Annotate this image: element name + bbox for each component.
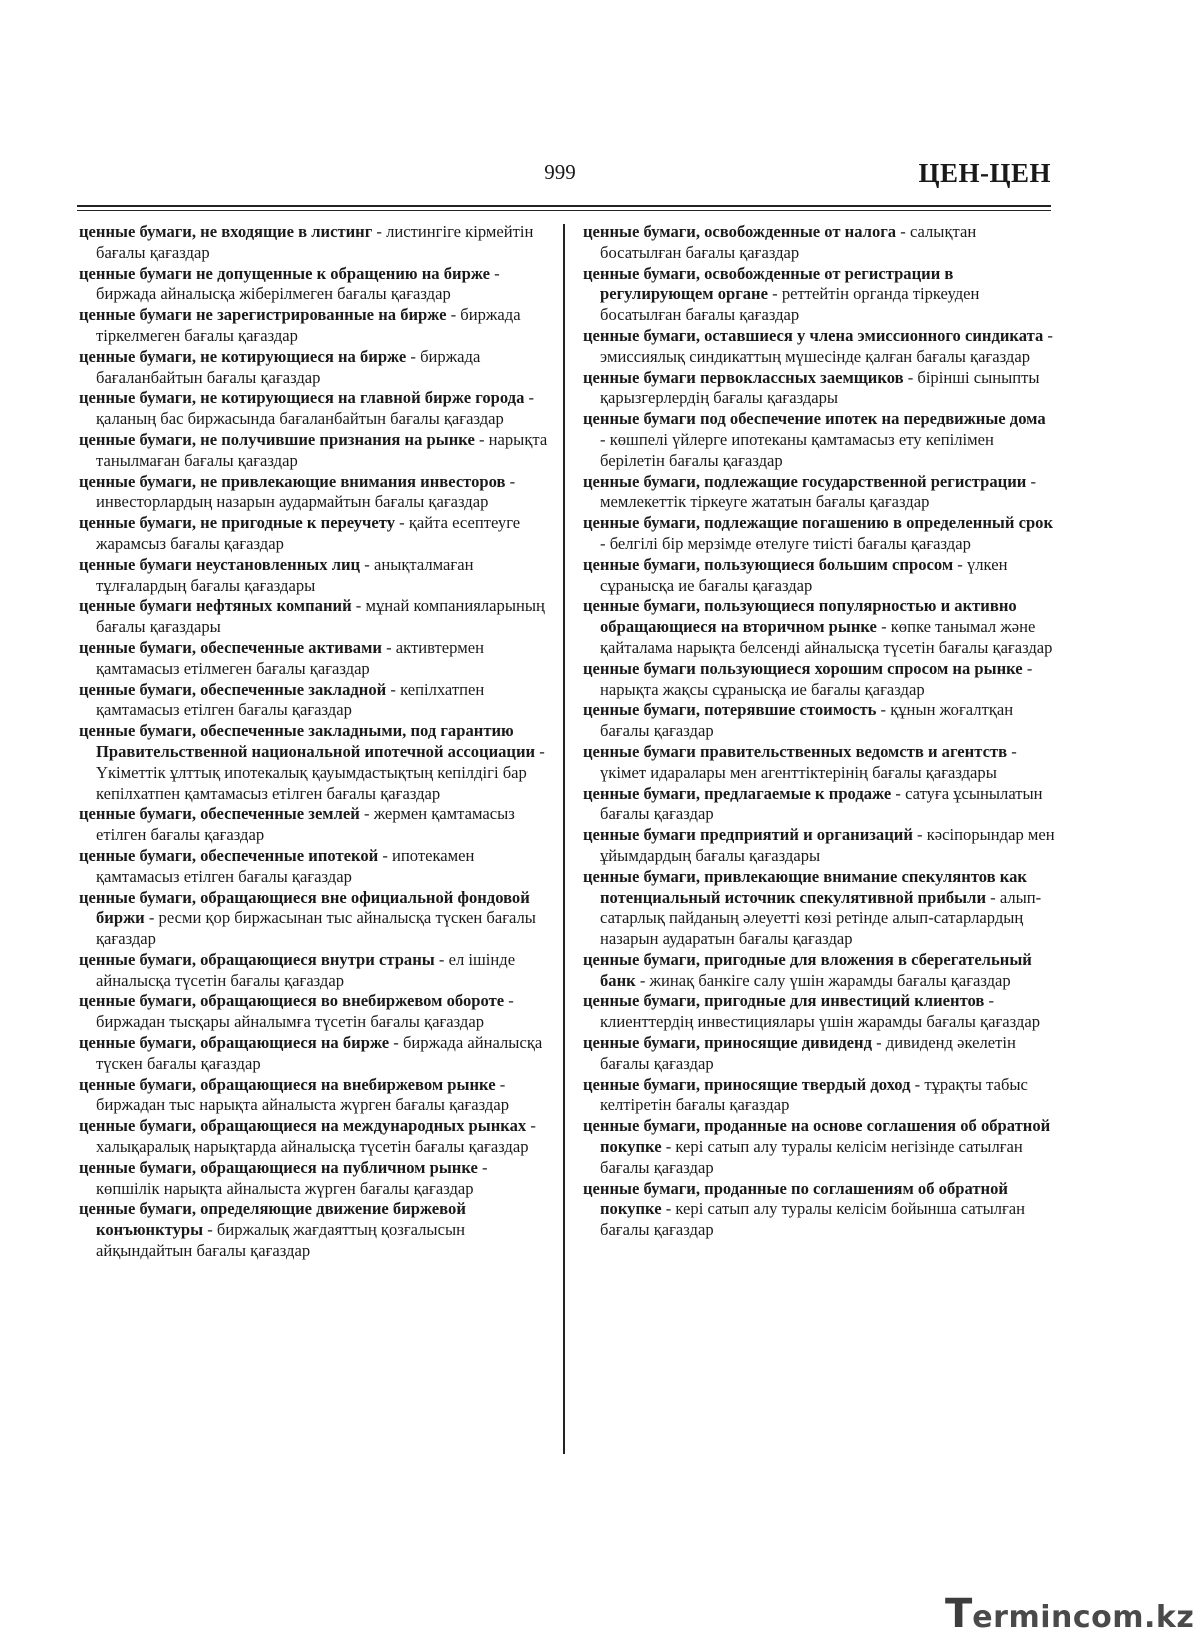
entry-definition: кері сатып алу туралы келісім негізінде сатылған бағалы қағаздар [600, 1137, 1023, 1177]
entry-term: ценные бумаги нефтяных компаний [79, 596, 352, 616]
entry-definition: көшпелі үйлерге ипотеканы қамтамасыз ету кепілімен берілетін бағалы қағаздар [600, 429, 994, 470]
column-divider [563, 224, 565, 1454]
entry-term: ценные бумаги, обращающиеся внутри страны [79, 949, 435, 969]
entry-separator: - [360, 554, 374, 574]
entry-definition: биржадан тыс нарықта айналыста жүрген бағалы қағаздар [96, 1095, 510, 1115]
dictionary-entry [79, 472, 551, 514]
entry-separator: - [378, 845, 393, 865]
entry-term: ценные бумаги под обеспечение ипотек на передвижные дома [583, 409, 1046, 429]
entry-definition: активтермен қамтамасыз етілмеген бағалы қағаздар [96, 637, 484, 678]
entry-definition: инвесторлардың назарын аудармайтын бағалы қағаздар [96, 492, 489, 512]
entry-term: ценные бумаги пользующиеся хорошим спросом на рынке [583, 658, 1023, 678]
entry-separator: - [986, 887, 1000, 907]
entry-separator: - [896, 222, 910, 241]
entry-definition: реттейтін органда тіркеуден босатылған бағалы қағаздар [600, 284, 980, 325]
entry-term: ценные бумаги первоклассных заемщиков [583, 367, 904, 387]
entry-separator: - [372, 222, 387, 241]
entry-separator: - [1043, 325, 1053, 345]
dictionary-entry [79, 305, 551, 347]
entry-separator: - [351, 596, 366, 616]
entry-term: ценные бумаги, оставшиеся у члена эмиссионного синдиката [583, 325, 1044, 345]
dictionary-entry [79, 680, 551, 722]
dictionary-entry [583, 1116, 1055, 1178]
dictionary-entry [79, 222, 551, 264]
entry-term: ценные бумаги, приносящие твердый доход [583, 1074, 911, 1094]
entry-separator: - [903, 367, 918, 387]
entry-definition: құнын жоғалтқан бағалы қағаздар [600, 700, 1014, 741]
entry-term: ценные бумаги, не получившие признания на рынке [79, 429, 475, 449]
dictionary-entry [79, 1199, 551, 1261]
entry-definition: клиенттердің инвестициялары үшін жарамды бағалы қағаздар [600, 1012, 1041, 1032]
entry-separator: - [495, 1074, 506, 1094]
entry-term: ценные бумаги, привлекающие внимание спекулянтов как потенциальный источник спекулятивной прибыли [583, 866, 1027, 907]
entry-definition: анықталмаған тұлғалардың бағалы қағаздары [96, 554, 474, 595]
entry-term: ценные бумаги, обращающиеся на публичном рынке [79, 1157, 478, 1177]
dictionary-entry [79, 888, 551, 950]
entry-definition: биржада тіркелмеген бағалы қағаздар [96, 305, 521, 345]
entry-term: ценные бумаги, не привлекающие внимания инвесторов [79, 471, 506, 491]
entry-definition: биржада айналысқа жіберілмеген бағалы қағаздар [96, 284, 451, 304]
dictionary-entry [583, 472, 1055, 514]
dictionary-entry [583, 700, 1055, 742]
entry-definition: белгілі бір мерзімде өтелуге тиісті бағалы қағаздар [609, 533, 971, 553]
entry-separator: - [406, 346, 421, 366]
entry-separator: - [871, 1033, 886, 1053]
entry-separator: - [144, 908, 159, 928]
entry-definition: биржада бағаланбайтын бағалы қағаздар [96, 346, 481, 387]
dictionary-entry [79, 388, 551, 430]
entry-definition: кәсіпорындар мен ұйымдардың бағалы қағаздары [600, 825, 1055, 865]
entry-term: ценные бумаги, освобожденные от регистрации в регулирующем органе [583, 263, 954, 304]
dictionary-entry [583, 991, 1055, 1033]
entry-term: ценные бумаги, обращающиеся на бирже [79, 1033, 390, 1053]
dictionary-entry [583, 784, 1055, 826]
entry-term: ценные бумаги, обеспеченные активами [79, 637, 382, 657]
right-column [583, 222, 1055, 1241]
entry-separator: - [434, 949, 449, 969]
entry-definition: ипотекамен қамтамасыз етілген бағалы қағаздар [96, 845, 475, 886]
entry-definition: кері сатып алу туралы келісім бойынша сатылған бағалы қағаздар [600, 1199, 1026, 1240]
entry-term: ценные бумаги, обращающиеся на международных рынках [79, 1116, 527, 1136]
dictionary-entry [79, 513, 551, 555]
entry-term: ценные бумаги предприятий и организаций [583, 825, 913, 845]
entry-term: ценные бумаги, обеспеченные закладной [79, 679, 387, 699]
entry-definition: алып-сатарлық пайданың әлеуетті көзі ретінде алып-сатарлардың назарын аударатын бағалы қағаздар [600, 887, 1042, 949]
entry-separator: - [504, 991, 514, 1011]
entry-separator: - [767, 284, 782, 304]
dictionary-entry [583, 1075, 1055, 1117]
entry-term: ценные бумаги, пригодные для вложения в сберегательный банк [583, 949, 1032, 990]
entry-term: ценные бумаги, освобожденные от налога [583, 222, 897, 241]
left-column [79, 222, 551, 1262]
entry-separator: - [526, 1116, 536, 1136]
entry-definition: дивиденд әкелетін бағалы қағаздар [600, 1033, 1016, 1073]
entry-term: ценные бумаги не допущенные к обращению на бирже [79, 263, 491, 283]
entry-separator: - [984, 991, 995, 1011]
entry-separator: - [910, 1074, 925, 1094]
dictionary-entry [79, 721, 551, 804]
entry-definition: эмиссиялық синдикаттың мүшесінде қалған бағалы қағаздар [600, 346, 1030, 366]
dictionary-entry [583, 409, 1055, 471]
dictionary-entry [583, 742, 1055, 784]
entry-definition: нарықта танылмаған бағалы қағаздар [96, 429, 548, 470]
dictionary-entry [583, 867, 1055, 950]
dictionary-entry [79, 1158, 551, 1200]
entry-separator: - [386, 679, 401, 699]
entry-term: ценные бумаги не зарегистрированные на бирже [79, 305, 447, 325]
dictionary-entry [583, 555, 1055, 597]
dictionary-entry [79, 638, 551, 680]
entry-separator: - [635, 970, 650, 990]
entry-definition: үлкен сұранысқа ие бағалы қағаздар [600, 554, 1008, 595]
dictionary-entry [79, 430, 551, 472]
entry-separator: - [912, 825, 927, 845]
entry-term: ценные бумаги, обращающиеся вне официальной фондовой биржи [79, 887, 530, 928]
entry-term: ценные бумаги, предлагаемые к продаже [583, 783, 892, 803]
entry-term: ценные бумаги, подлежащие государственной регистрации [583, 471, 1027, 491]
dictionary-entry [583, 222, 1055, 264]
running-head: ЦЕН-ЦЕН [918, 158, 1051, 188]
entry-definition: Үкіметтік ұлттық ипотекалық қауымдастықтың кепілдігі бар кепілхатпен қамтамасыз етілген бағалы қағаздар [96, 762, 527, 803]
entry-term: ценные бумаги, не входящие в листинг [79, 222, 373, 241]
dictionary-entry [79, 347, 551, 389]
entry-separator: - [474, 429, 489, 449]
dictionary-entry [583, 264, 1055, 326]
entry-definition: қаланың бас биржасында бағаланбайтын бағалы қағаздар [96, 409, 504, 429]
dictionary-entry [79, 804, 551, 846]
dictionary-entry [79, 1075, 551, 1117]
dictionary-entry [79, 1116, 551, 1158]
entry-separator: - [381, 637, 396, 657]
entry-separator: - [490, 263, 500, 283]
entry-term: ценные бумаги, приносящие дивиденд [583, 1033, 872, 1053]
entry-separator: - [891, 783, 906, 803]
entry-term: ценные бумаги неустановленных лиц [79, 554, 361, 574]
entry-term: ценные бумаги правительственных ведомств и агентств [583, 741, 1008, 761]
entry-definition: бірінші сыныпты қарызгерлердің бағалы қағаздары [600, 367, 1040, 408]
entry-term: ценные бумаги, пользующиеся популярностью и активно обращающиеся на вторичном рынке [583, 596, 1017, 637]
entry-definition: биржадан тысқары айналымға түсетін бағалы қағаздар [96, 1012, 484, 1032]
entry-term: ценные бумаги, пользующиеся большим спросом [583, 554, 954, 574]
entry-separator: - [600, 533, 610, 553]
entry-separator: - [395, 513, 409, 533]
entry-definition: сатуға ұсынылатын бағалы қағаздар [600, 783, 1043, 824]
entry-separator: - [1026, 471, 1037, 491]
entry-term: ценные бумаги, обращающиеся во внебиржевом обороте [79, 991, 505, 1011]
entry-definition: тұрақты табыс келтіретін бағалы қағаздар [600, 1074, 1028, 1115]
entry-separator: - [446, 305, 461, 325]
entry-term: ценные бумаги, проданные на основе соглашения об обратной покупке [583, 1116, 1051, 1157]
dictionary-entry [79, 1033, 551, 1075]
entry-term: ценные бумаги, обращающиеся на внебиржевом рынке [79, 1074, 496, 1094]
entry-definition: нарықта жақсы сұранысқа ие бағалы қағаздар [600, 679, 925, 699]
entry-term: ценные бумаги, потерявшие стоимость [583, 700, 877, 720]
entry-separator: - [953, 554, 967, 574]
entry-separator: - [203, 1220, 217, 1240]
dictionary-entry [583, 1033, 1055, 1075]
entry-definition: биржалық жағдаяттың қозғалысын айқындайтын бағалы қағаздар [96, 1220, 465, 1261]
entry-separator: - [600, 429, 610, 449]
dictionary-entry [583, 596, 1055, 658]
entry-definition: мұнай компанияларының бағалы қағаздары [96, 596, 545, 637]
entry-separator: - [876, 617, 891, 637]
dictionary-entry [79, 596, 551, 638]
entry-separator: - [876, 700, 891, 720]
entry-separator: - [524, 388, 535, 408]
logo-letter: T [945, 1591, 973, 1637]
entry-term: ценные бумаги, обеспеченные ипотекой [79, 845, 379, 865]
entry-definition: салықтан босатылған бағалы қағаздар [600, 222, 977, 262]
dictionary-entry [583, 326, 1055, 368]
entry-separator: - [1007, 741, 1017, 761]
entry-separator: - [477, 1157, 488, 1177]
entry-term: ценные бумаги, обеспеченные закладными, под гарантию Правительственной национальной ипотечной ассоциации [79, 721, 536, 761]
header-rule [77, 205, 1051, 207]
header-rule-thin [77, 210, 1051, 211]
entry-separator: - [661, 1199, 676, 1219]
entry-separator: - [535, 741, 545, 761]
entry-definition: ресми қор биржасынан тыс айналысқа түскен бағалы қағаздар [96, 908, 536, 949]
entry-definition: жермен қамтамасыз етілген бағалы қағаздар [96, 804, 515, 845]
entry-term: ценные бумаги, обеспеченные землей [79, 804, 360, 824]
entry-separator: - [359, 804, 374, 824]
entry-definition: қайта есептеуге жарамсыз бағалы қағаздар [96, 513, 521, 553]
entry-term: ценные бумаги, пригодные для инвестиций клиентов [583, 991, 985, 1011]
termincom-logo [945, 1591, 1194, 1637]
entry-term: ценные бумаги, определяющие движение биржевой конъюнктуры [79, 1199, 466, 1240]
entry-definition: листингіге кірмейтін бағалы қағаздар [96, 222, 534, 262]
entry-term: ценные бумаги, подлежащие погашению в определенный срок [583, 513, 1054, 533]
dictionary-entry [79, 991, 551, 1033]
entry-definition: көпшілік нарықта айналыста жүрген бағалы қағаздар [96, 1178, 474, 1198]
dictionary-entry [583, 950, 1055, 992]
dictionary-entry [79, 846, 551, 888]
dictionary-entry [583, 513, 1055, 555]
logo-text: ermincom.kz [972, 1600, 1194, 1635]
entry-separator: - [1022, 658, 1033, 678]
entry-definition: биржада айналысқа түскен бағалы қағаздар [96, 1033, 543, 1073]
entry-definition: халықаралық нарықтарда айналысқа түсетін бағалы қағаздар [96, 1137, 529, 1157]
entry-definition: жинақ банкіге салу үшін жарамды бағалы қағаздар [649, 970, 1011, 990]
dictionary-entry [583, 659, 1055, 701]
entry-separator: - [389, 1033, 403, 1053]
entry-term: ценные бумаги, не котирующиеся на бирже [79, 346, 407, 366]
entry-definition: кепілхатпен қамтамасыз етілген бағалы қағаздар [96, 679, 485, 720]
dictionary-entry [583, 1179, 1055, 1241]
dictionary-entry [79, 950, 551, 992]
dictionary-entry [583, 368, 1055, 410]
entry-definition: үкімет идаралары мен агенттіктерінің бағалы қағаздары [600, 762, 997, 782]
entry-definition: мемлекеттік тіркеуге жататын бағалы қағаздар [600, 492, 930, 512]
dictionary-entry [79, 555, 551, 597]
page-number: 999 [544, 160, 576, 184]
entry-term: ценные бумаги, проданные по соглашениям об обратной покупке [583, 1178, 1008, 1219]
dictionary-entry [583, 825, 1055, 867]
entry-separator: - [505, 471, 516, 491]
entry-definition: ел ішінде айналысқа түсетін бағалы қағаздар [96, 949, 516, 990]
entry-term: ценные бумаги, не котирующиеся на главной бирже города [79, 388, 525, 408]
entry-definition: көпке танымал және қайталама нарықта белсенді айналысқа түсетін бағалы қағаздар [600, 617, 1053, 657]
dictionary-entry [79, 264, 551, 306]
entry-term: ценные бумаги, не пригодные к переучету [79, 513, 395, 533]
entry-separator: - [661, 1137, 676, 1157]
